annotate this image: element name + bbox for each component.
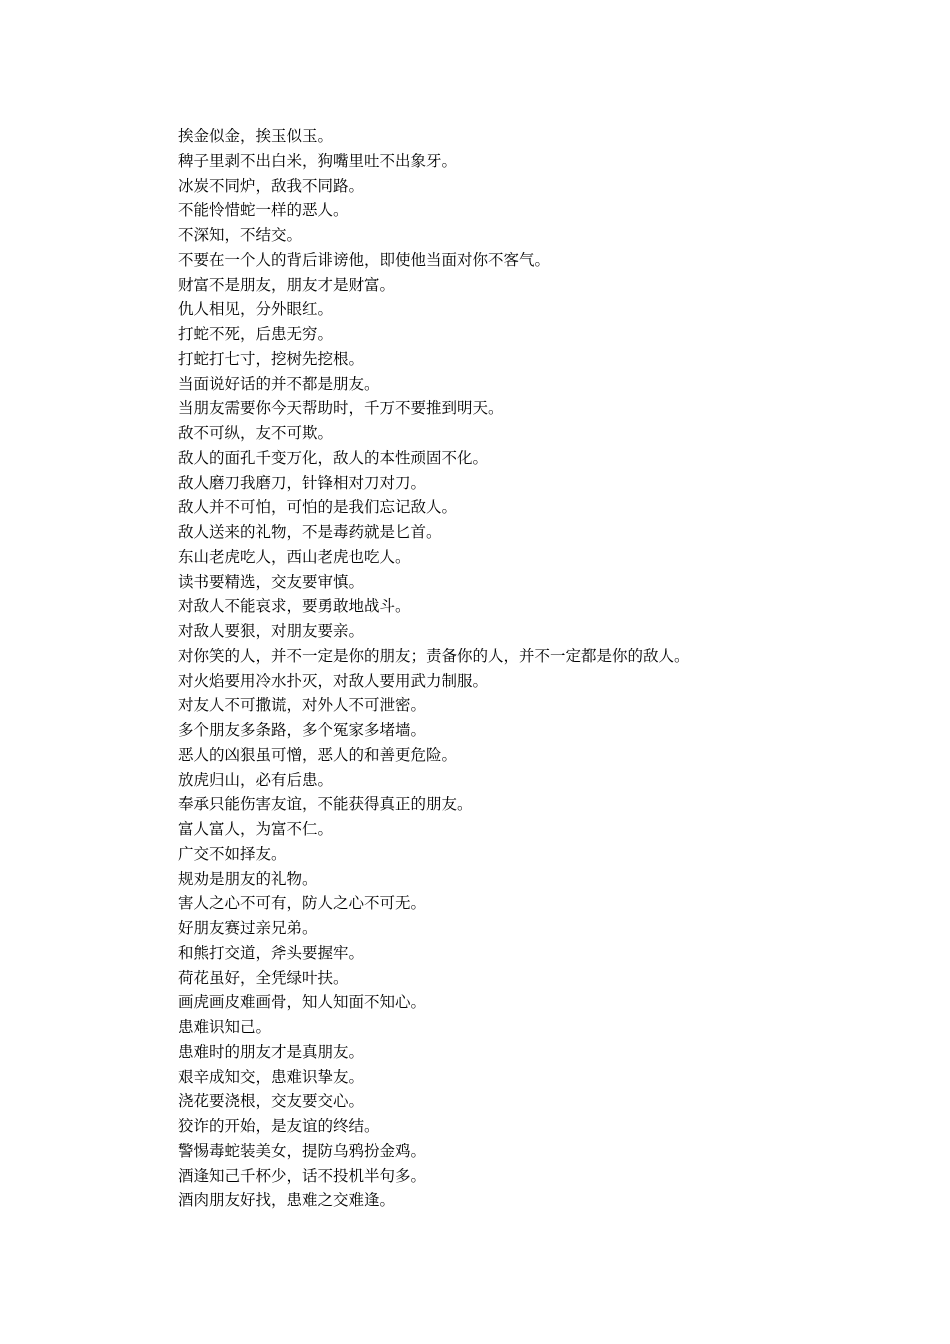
text-line: 富人富人，为富不仁。 [178,820,334,838]
text-line: 酒逢知己千杯少，话不投机半句多。 [178,1166,427,1185]
text-line: 害人之心不可有，防人之心不可无。 [178,894,427,913]
text-line: 对友人不可撒谎，对外人不可泄密。 [178,696,427,715]
text-line: 患难时的朋友才是真朋友。 [178,1042,365,1061]
text-line: 和熊打交道，斧头要握牢。 [178,943,365,962]
text-line: 浇花要浇根，交友要交心。 [178,1092,365,1111]
text-line: 敌人的面孔千变万化，敌人的本性顽固不化。 [178,448,489,467]
text-line: 仇人相见，分外眼红。 [178,300,334,319]
text-line: 狡诈的开始，是友谊的终结。 [178,1117,380,1135]
text-line: 读书要精选，交友要审慎。 [178,572,365,591]
text-line: 冰炭不同炉，敌我不同路。 [178,176,365,195]
text-line: 酒肉朋友好找，患难之交难逢。 [178,1191,396,1210]
text-line: 放虎归山，必有后患。 [178,770,334,789]
proverb-list [178,124,918,1213]
text-line: 稗子里剥不出白米，狗嘴里吐不出象牙。 [178,151,458,170]
text-line: 不深知，不结交。 [178,226,303,244]
text-line: 东山老虎吃人，西山老虎也吃人。 [178,547,411,566]
text-line: 对你笑的人，并不一定是你的朋友；责备你的人，并不一定都是你的敌人。 [178,646,690,665]
text-line: 对敌人要狠，对朋友要亲。 [178,622,365,640]
text-line: 奉承只能伤害友谊，不能获得真正的朋友。 [178,795,473,814]
text-line: 好朋友赛过亲兄弟。 [178,919,318,937]
text-line: 画虎画皮难画骨，知人知面不知心。 [178,993,427,1012]
text-line: 挨金似金，挨玉似玉。 [178,127,334,145]
text-line: 不能怜惜蛇一样的恶人。 [178,201,349,220]
text-line: 当面说好话的并不都是朋友。 [178,374,380,393]
text-line: 打蛇不死，后患无穷。 [178,325,334,343]
text-line: 恶人的凶狠虽可憎，恶人的和善更危险。 [178,745,458,764]
text-line: 患难识知己。 [178,1018,272,1036]
text-line: 当朋友需要你今天帮助时，千万不要推到明天。 [178,399,504,418]
text-line: 不要在一个人的背后诽谤他，即使他当面对你不客气。 [178,250,551,269]
text-line: 对火焰要用冷水扑灭，对敌人要用武力制服。 [178,671,489,690]
text-line: 敌人送来的礼物，不是毒药就是匕首。 [178,523,442,541]
text-line: 敌人并不可怕，可怕的是我们忘记敌人。 [178,498,458,517]
text-line: 打蛇打七寸，挖树先挖根。 [178,349,365,368]
text-line: 财富不是朋友，朋友才是财富。 [178,275,396,294]
text-line: 广交不如择友。 [178,844,287,863]
text-line: 警惕毒蛇装美女，提防乌鸦扮金鸡。 [178,1141,427,1160]
text-line: 规劝是朋友的礼物。 [178,869,318,888]
text-line: 敌人磨刀我磨刀，针锋相对刀对刀。 [178,473,427,492]
text-line: 多个朋友多条路，多个冤家多堵墙。 [178,721,427,739]
text-line: 对敌人不能哀求，要勇敢地战斗。 [178,597,411,616]
text-line: 敌不可纵，友不可欺。 [178,424,334,442]
text-line: 荷花虽好，全凭绿叶扶。 [178,968,349,987]
text-line: 艰辛成知交，患难识挚友。 [178,1067,365,1086]
